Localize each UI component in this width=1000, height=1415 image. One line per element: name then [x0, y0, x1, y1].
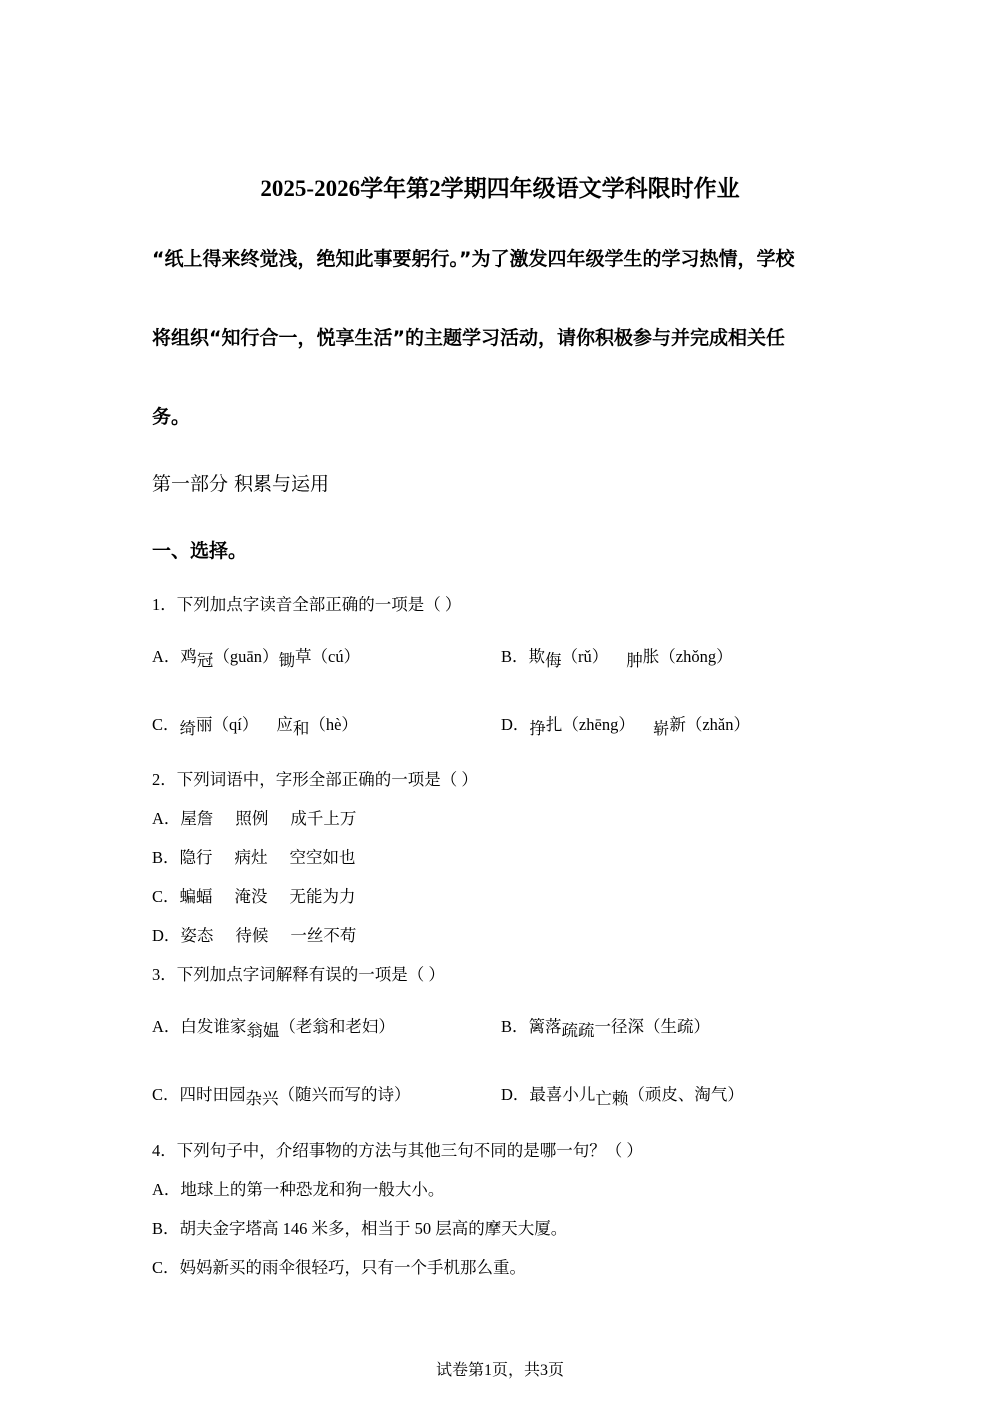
q3-option-d[interactable]: D．最喜小儿亡赖（顽皮、淘气）: [501, 1085, 744, 1108]
word: 待候: [235, 926, 269, 945]
option-letter: C．: [152, 715, 180, 734]
option-letter: B．: [501, 1017, 529, 1036]
q4-option-b[interactable]: [152, 1215, 567, 1239]
word: 无能为力: [289, 887, 356, 906]
dotted-word: 疏疏: [561, 1021, 595, 1040]
dotted-char: 绮: [179, 719, 197, 738]
option-letter: A．: [152, 1180, 181, 1199]
intro-line-2: 将组织“知行合一，悦享生活”的主题学习活动，请你积极参与并完成相关任: [152, 327, 785, 349]
dotted-char: 锄: [278, 651, 295, 670]
word: 隐行: [179, 848, 213, 867]
question-2-stem: 2．下列词语中，字形全部正确的一项是（ ）: [152, 770, 478, 789]
question-4-stem: 4．下列句子中，介绍事物的方法与其他三句不同的是哪一句？（ ）: [152, 1141, 643, 1160]
word: 照例: [235, 809, 269, 828]
dotted-char: 侮: [545, 651, 562, 670]
dotted-word: 翁媪: [246, 1021, 280, 1040]
pinyin: （zhēng）: [562, 715, 635, 734]
option-letter: D．: [501, 715, 530, 734]
q1-option-c[interactable]: C．绮丽（qí） 应和（hè）: [152, 715, 358, 738]
q1-option-a[interactable]: A．鸡冠（guān）锄草（cú）: [152, 647, 361, 670]
q2-option-b[interactable]: [152, 844, 356, 868]
pinyin: （guān）: [213, 647, 279, 666]
q4-option-a[interactable]: [152, 1176, 444, 1200]
pinyin: （qí）: [212, 715, 259, 734]
word: 一丝不苟: [290, 926, 357, 945]
option-letter: C．: [152, 1258, 180, 1277]
option-letter: B．: [501, 647, 529, 666]
question-1-stem: 1．下列加点字读音全部正确的一项是（ ）: [152, 595, 462, 614]
question-3-stem: 3．下列加点字词解释有误的一项是（ ）: [152, 965, 445, 984]
option-letter: C．: [152, 887, 180, 906]
q1-option-d[interactable]: D．挣扎（zhēng） 崭新（zhǎn）: [501, 715, 750, 738]
pinyin: （rǔ）: [561, 647, 609, 666]
q3-option-b[interactable]: B．篱落疏疏一径深（生疏）: [501, 1017, 711, 1040]
word: 空空如也: [289, 848, 356, 867]
word: 屋詹: [180, 809, 214, 828]
option-text: 胡夫金字塔高 146 米多，相当于 50 层高的摩天大厦。: [179, 1219, 568, 1238]
word: 淹没: [234, 887, 268, 906]
q3-option-a[interactable]: A．白发谁家翁媪（老翁和老妇）: [152, 1017, 395, 1040]
pinyin: （cú）: [311, 647, 361, 666]
q2-option-c[interactable]: [152, 883, 356, 907]
word: 病灶: [234, 848, 268, 867]
dotted-char: 崭: [652, 719, 670, 738]
option-text: 地球上的第一种恐龙和狗一般大小。: [180, 1180, 445, 1199]
dotted-char: 挣: [529, 719, 546, 738]
option-letter: A．: [152, 809, 181, 828]
option-letter: A．: [152, 647, 181, 666]
dotted-char: 和: [292, 719, 310, 738]
page-title: 2025-2026学年第2学期四年级语文学科限时作业: [260, 176, 740, 201]
page-footer: 试卷第1页，共3页: [435, 1362, 564, 1379]
q3-option-c[interactable]: C．四时田园杂兴（随兴而写的诗）: [152, 1085, 411, 1108]
option-letter: D．: [501, 1085, 530, 1104]
option-letter: D．: [152, 926, 181, 945]
option-letter: B．: [152, 1219, 180, 1238]
q2-option-a[interactable]: [152, 805, 356, 829]
pinyin: （zhǒng）: [659, 647, 733, 666]
dotted-word: 杂兴: [245, 1089, 279, 1108]
option-letter: A．: [152, 1017, 181, 1036]
dotted-word: 亡赖: [595, 1089, 629, 1108]
option-text: 妈妈新买的雨伞很轻巧，只有一个手机那么重。: [179, 1258, 527, 1277]
section-title: 一、选择。: [152, 540, 248, 562]
dotted-char: 冠: [196, 651, 214, 670]
word: 蝙蝠: [179, 887, 213, 906]
intro-line-1: “纸上得来终觉浅，绝知此事要躬行。”为了激发四年级学生的学习热情，学校: [152, 248, 795, 270]
pinyin: （zhǎn）: [685, 715, 750, 734]
q4-option-c[interactable]: [152, 1254, 526, 1278]
q1-option-b[interactable]: B．欺侮（rǔ） 肿胀（zhǒng）: [501, 647, 733, 670]
option-letter: B．: [152, 848, 180, 867]
word: 姿态: [180, 926, 214, 945]
word: 成千上万: [290, 809, 357, 828]
intro-line-3: 务。: [152, 406, 191, 428]
part-title: 第一部分 积累与运用: [152, 473, 330, 495]
pinyin: （hè）: [309, 715, 358, 734]
q2-option-d[interactable]: [152, 922, 356, 946]
option-letter: C．: [152, 1085, 180, 1104]
dotted-char: 肿: [626, 651, 643, 670]
